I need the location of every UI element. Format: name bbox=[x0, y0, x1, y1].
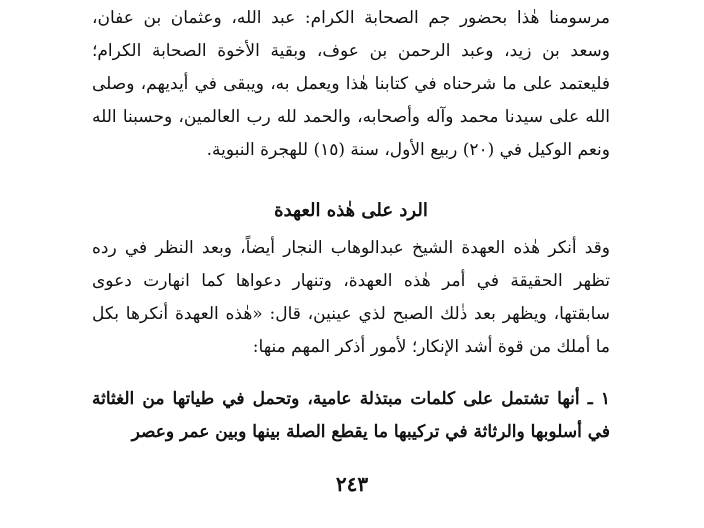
section-heading: الرد على هٰذه العهدة bbox=[274, 200, 428, 221]
paragraph-rebuttal-intro: وقد أنكر هٰذه العهدة الشيخ عبدالوهاب النجار أيضاً، وبعد النظر في رده تظهر الحقيقة في أمر هٰذه العهدة، وتنهار دعواها كما انهارت دعوى سابقتها، ويظهر بعد ذٰلك الصبح لذي عينين، قال: «هٰذه العهدة أنكرها بكل ما أملك من قوة أشد الإنكار؛ لأمور أذكر المهم منها: bbox=[92, 238, 610, 357]
paragraph-point-one: ١ ـ أنها تشتمل على كلمات مبتذلة عامية، وتحمل في طياتها من الغثاثة في أسلوبها والرثاثة في تركيبها ما يقطع الصلة بينها وبين عمر وعصر bbox=[92, 389, 610, 442]
page-number: ٢٤٣ bbox=[335, 472, 369, 496]
paragraph-decree-ending: مرسومنا هٰذا بحضور جم الصحابة الكرام: عبد الله، وعثمان بن عفان، وسعد بن زيد، وعبد الرحمن بن عوف، وبقية الأخوة الصحابة الكرام؛ فليعتمد على ما شرحناه في كتابنا هٰذا ويعمل به، ويبقى في أيديهم، وصلى الله على سيدنا محمد وآله وأصحابه، والحمد لله رب العالمين، وحسبنا الله ونعم الوكيل في (٢٠) ربيع الأول، سنة (١٥) للهجرة النبوية. bbox=[92, 8, 611, 160]
